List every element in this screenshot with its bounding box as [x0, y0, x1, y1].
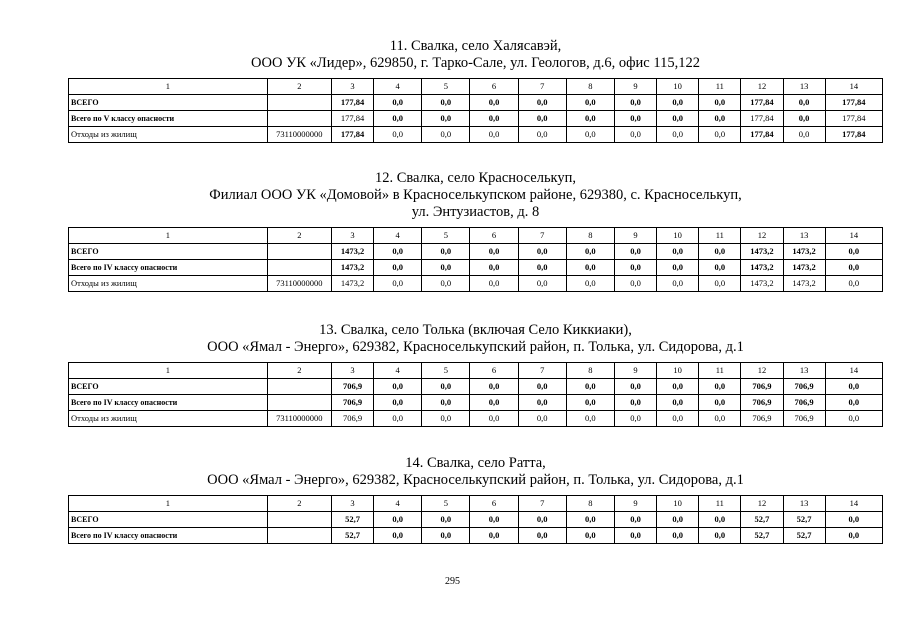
table-cell: 0,0: [657, 395, 699, 411]
table-cell: 0,0: [518, 127, 566, 143]
table-cell: 0,0: [699, 379, 741, 395]
table-cell: 0,0: [699, 528, 741, 544]
row-label: Всего по IV классу опасности: [69, 395, 268, 411]
title-line: Филиал ООО УК «Домовой» в Красноселькупском районе, 629380, с. Красноселькуп,: [209, 187, 742, 203]
header-cell: 5: [422, 79, 470, 95]
table-cell: 0,0: [699, 111, 741, 127]
table-cell: 0,0: [783, 111, 825, 127]
header-cell: 2: [267, 496, 331, 512]
title-line: ООО УК «Лидер», 629850, г. Тарко-Сале, ул. Геологов, д.6, офис 115,122: [251, 55, 700, 71]
table-cell: 706,9: [741, 379, 783, 395]
section-title: [68, 322, 883, 356]
table-cell: 706,9: [331, 411, 373, 427]
header-cell: 12: [741, 496, 783, 512]
table-cell: 73110000000: [267, 276, 331, 292]
table-cell: 0,0: [699, 244, 741, 260]
table-cell: 0,0: [825, 411, 882, 427]
header-cell: 14: [825, 496, 882, 512]
table-cell: 0,0: [825, 379, 882, 395]
header-cell: 8: [566, 79, 614, 95]
table-row: [69, 379, 883, 395]
table-cell: 0,0: [374, 512, 422, 528]
table-cell: 0,0: [657, 111, 699, 127]
table-cell: 177,84: [825, 127, 882, 143]
header-cell: 9: [614, 363, 656, 379]
table-row: [69, 512, 883, 528]
table-cell: 0,0: [825, 395, 882, 411]
header-cell: 7: [518, 363, 566, 379]
table-cell: 0,0: [657, 127, 699, 143]
table-cell: 0,0: [374, 395, 422, 411]
table-cell: 177,84: [741, 127, 783, 143]
table-cell: 0,0: [699, 411, 741, 427]
header-cell: 4: [374, 363, 422, 379]
table-cell: 0,0: [566, 411, 614, 427]
header-cell: 3: [331, 363, 373, 379]
table-cell: 0,0: [699, 260, 741, 276]
header-cell: 11: [699, 79, 741, 95]
table-cell: 177,84: [331, 95, 373, 111]
table-cell: 0,0: [470, 127, 518, 143]
row-label: Всего по IV классу опасности: [69, 260, 268, 276]
header-cell: 1: [69, 496, 268, 512]
waste-table: [68, 227, 883, 292]
header-cell: 13: [783, 228, 825, 244]
table-cell: 0,0: [657, 512, 699, 528]
table-cell: [267, 260, 331, 276]
page-number: 295: [445, 576, 460, 587]
table-cell: 0,0: [825, 528, 882, 544]
header-cell: 12: [741, 363, 783, 379]
table-cell: 0,0: [374, 411, 422, 427]
section-11: [68, 38, 883, 143]
section-12: [68, 170, 883, 292]
table-cell: 0,0: [657, 260, 699, 276]
table-row: [69, 528, 883, 544]
table-row: [69, 127, 883, 143]
section-title: [68, 455, 883, 489]
header-cell: 10: [657, 496, 699, 512]
table-cell: 0,0: [657, 528, 699, 544]
table-cell: 0,0: [422, 276, 470, 292]
table-cell: 52,7: [331, 528, 373, 544]
header-cell: 1: [69, 363, 268, 379]
header-cell: 14: [825, 363, 882, 379]
table-cell: 0,0: [470, 411, 518, 427]
table-cell: 706,9: [331, 379, 373, 395]
table-cell: 706,9: [741, 411, 783, 427]
table-cell: 0,0: [470, 379, 518, 395]
table-cell: 0,0: [518, 411, 566, 427]
table-cell: 0,0: [422, 379, 470, 395]
header-row: [69, 79, 883, 95]
row-label: ВСЕГО: [69, 379, 268, 395]
header-cell: 14: [825, 79, 882, 95]
row-label: ВСЕГО: [69, 512, 268, 528]
table-cell: 0,0: [614, 111, 656, 127]
table-cell: 0,0: [614, 95, 656, 111]
table-cell: 0,0: [825, 512, 882, 528]
table-cell: 0,0: [470, 95, 518, 111]
header-cell: 13: [783, 79, 825, 95]
header-cell: 6: [470, 496, 518, 512]
table-cell: 706,9: [783, 395, 825, 411]
header-cell: 7: [518, 496, 566, 512]
table-cell: 0,0: [422, 528, 470, 544]
section-title: [68, 170, 883, 221]
table-cell: 0,0: [614, 512, 656, 528]
header-cell: 11: [699, 363, 741, 379]
header-cell: 2: [267, 228, 331, 244]
table-cell: 177,84: [331, 127, 373, 143]
table-row: [69, 260, 883, 276]
header-cell: 8: [566, 496, 614, 512]
table-row: [69, 411, 883, 427]
header-row: [69, 496, 883, 512]
header-cell: 4: [374, 228, 422, 244]
header-cell: 11: [699, 228, 741, 244]
table-cell: 0,0: [470, 276, 518, 292]
table-cell: 0,0: [566, 528, 614, 544]
header-cell: 4: [374, 496, 422, 512]
table-cell: 1473,2: [741, 244, 783, 260]
table-cell: 0,0: [470, 395, 518, 411]
row-label: ВСЕГО: [69, 244, 268, 260]
table-cell: [267, 95, 331, 111]
table-cell: 0,0: [518, 528, 566, 544]
row-label: Отходы из жилищ: [69, 411, 268, 427]
header-row: [69, 228, 883, 244]
table-cell: 1473,2: [741, 260, 783, 276]
table-cell: 0,0: [422, 260, 470, 276]
table-cell: 0,0: [657, 379, 699, 395]
table-cell: 0,0: [470, 244, 518, 260]
table-cell: 0,0: [374, 528, 422, 544]
section-14: [68, 455, 883, 544]
table-cell: 1473,2: [331, 244, 373, 260]
header-cell: 5: [422, 228, 470, 244]
header-cell: 10: [657, 79, 699, 95]
header-cell: 6: [470, 363, 518, 379]
header-cell: 8: [566, 228, 614, 244]
section-13: [68, 322, 883, 427]
table-cell: 0,0: [518, 95, 566, 111]
table-cell: 0,0: [566, 395, 614, 411]
table-cell: 177,84: [825, 95, 882, 111]
waste-table: [68, 362, 883, 427]
header-cell: 5: [422, 363, 470, 379]
table-cell: 0,0: [374, 276, 422, 292]
table-cell: 0,0: [614, 528, 656, 544]
table-cell: 1473,2: [331, 276, 373, 292]
table-cell: 706,9: [783, 379, 825, 395]
table-cell: 0,0: [657, 411, 699, 427]
header-cell: 9: [614, 79, 656, 95]
header-cell: 14: [825, 228, 882, 244]
table-cell: 0,0: [657, 276, 699, 292]
table-cell: 0,0: [614, 260, 656, 276]
header-cell: 12: [741, 79, 783, 95]
row-label: ВСЕГО: [69, 95, 268, 111]
table-cell: 0,0: [470, 512, 518, 528]
table-cell: 0,0: [422, 395, 470, 411]
title-line: ООО «Ямал - Энерго», 629382, Красноселькупский район, п. Толька, ул. Сидорова, д.1: [207, 472, 744, 488]
row-label: Отходы из жилищ: [69, 127, 268, 143]
table-cell: 0,0: [699, 276, 741, 292]
header-row: [69, 363, 883, 379]
table-cell: 0,0: [699, 395, 741, 411]
row-label: Отходы из жилищ: [69, 276, 268, 292]
header-cell: 13: [783, 496, 825, 512]
title-line: ООО «Ямал - Энерго», 629382, Красноселькупский район, п. Толька, ул. Сидорова, д.1: [207, 339, 744, 355]
table-cell: [267, 395, 331, 411]
table-cell: 0,0: [518, 395, 566, 411]
table-cell: 0,0: [518, 111, 566, 127]
table-cell: 706,9: [783, 411, 825, 427]
table-cell: 0,0: [518, 379, 566, 395]
table-cell: 177,84: [825, 111, 882, 127]
table-cell: 706,9: [741, 395, 783, 411]
table-cell: 0,0: [374, 260, 422, 276]
table-cell: [267, 244, 331, 260]
header-cell: 9: [614, 228, 656, 244]
title-line: 14. Свалка, село Ратта,: [405, 455, 546, 471]
table-cell: 0,0: [566, 127, 614, 143]
table-row: [69, 95, 883, 111]
header-cell: 5: [422, 496, 470, 512]
header-cell: 2: [267, 363, 331, 379]
header-cell: 13: [783, 363, 825, 379]
table-cell: 0,0: [699, 95, 741, 111]
table-cell: 0,0: [614, 395, 656, 411]
table-cell: 52,7: [783, 512, 825, 528]
table-cell: 0,0: [783, 127, 825, 143]
table-cell: 0,0: [614, 379, 656, 395]
waste-table: [68, 495, 883, 544]
header-cell: 11: [699, 496, 741, 512]
table-cell: 0,0: [566, 276, 614, 292]
header-cell: 2: [267, 79, 331, 95]
table-row: [69, 111, 883, 127]
title-line: 13. Свалка, село Толька (включая Село Киккиаки),: [319, 322, 632, 338]
table-cell: [267, 512, 331, 528]
row-label: Всего по IV классу опасности: [69, 528, 268, 544]
table-cell: 706,9: [331, 395, 373, 411]
table-cell: 0,0: [422, 111, 470, 127]
table-cell: 52,7: [331, 512, 373, 528]
table-cell: 0,0: [518, 512, 566, 528]
table-cell: 0,0: [614, 276, 656, 292]
title-line: 12. Свалка, село Красноселькуп,: [374, 170, 577, 186]
header-cell: 8: [566, 363, 614, 379]
table-cell: 0,0: [374, 95, 422, 111]
table-cell: 0,0: [422, 411, 470, 427]
header-cell: 6: [470, 79, 518, 95]
table-cell: 0,0: [699, 512, 741, 528]
table-cell: 0,0: [614, 127, 656, 143]
table-cell: 0,0: [825, 260, 882, 276]
table-cell: 73110000000: [267, 411, 331, 427]
table-cell: 0,0: [825, 276, 882, 292]
table-cell: 0,0: [470, 528, 518, 544]
table-cell: 1473,2: [783, 244, 825, 260]
header-cell: 3: [331, 496, 373, 512]
table-cell: 0,0: [657, 244, 699, 260]
header-cell: 3: [331, 79, 373, 95]
header-cell: 7: [518, 228, 566, 244]
table-cell: 0,0: [374, 127, 422, 143]
table-cell: 0,0: [470, 111, 518, 127]
table-cell: 177,84: [741, 95, 783, 111]
table-cell: [267, 111, 331, 127]
table-cell: 52,7: [783, 528, 825, 544]
table-cell: 0,0: [566, 260, 614, 276]
header-cell: 1: [69, 228, 268, 244]
table-cell: 177,84: [741, 111, 783, 127]
table-cell: 0,0: [518, 260, 566, 276]
table-cell: 0,0: [566, 95, 614, 111]
table-cell: 73110000000: [267, 127, 331, 143]
table-row: [69, 395, 883, 411]
header-cell: 10: [657, 228, 699, 244]
header-cell: 12: [741, 228, 783, 244]
title-line: 11. Свалка, село Халясавэй,: [389, 38, 562, 54]
table-cell: [267, 379, 331, 395]
table-cell: 1473,2: [331, 260, 373, 276]
title-line: ул. Энтузиастов, д. 8: [411, 204, 540, 220]
waste-table: [68, 78, 883, 143]
table-cell: 0,0: [374, 379, 422, 395]
table-cell: [267, 528, 331, 544]
table-cell: 0,0: [566, 244, 614, 260]
table-cell: 0,0: [825, 244, 882, 260]
table-cell: 0,0: [566, 111, 614, 127]
table-cell: 1473,2: [783, 276, 825, 292]
header-cell: 7: [518, 79, 566, 95]
table-cell: 0,0: [783, 95, 825, 111]
header-cell: 1: [69, 79, 268, 95]
header-cell: 10: [657, 363, 699, 379]
table-cell: 0,0: [566, 512, 614, 528]
header-cell: 9: [614, 496, 656, 512]
header-cell: 4: [374, 79, 422, 95]
table-cell: 177,84: [331, 111, 373, 127]
table-cell: 1473,2: [783, 260, 825, 276]
table-cell: 0,0: [518, 244, 566, 260]
table-cell: 0,0: [614, 411, 656, 427]
table-cell: 0,0: [657, 95, 699, 111]
table-cell: 0,0: [422, 95, 470, 111]
row-label: Всего по V классу опасности: [69, 111, 268, 127]
table-cell: 0,0: [518, 276, 566, 292]
table-cell: 0,0: [374, 111, 422, 127]
table-cell: 0,0: [422, 512, 470, 528]
table-cell: 0,0: [614, 244, 656, 260]
header-cell: 6: [470, 228, 518, 244]
table-cell: 0,0: [422, 127, 470, 143]
table-cell: 0,0: [422, 244, 470, 260]
table-cell: 0,0: [566, 379, 614, 395]
table-row: [69, 276, 883, 292]
table-cell: 1473,2: [741, 276, 783, 292]
table-cell: 52,7: [741, 512, 783, 528]
section-title: [68, 38, 883, 72]
table-cell: 52,7: [741, 528, 783, 544]
header-cell: 3: [331, 228, 373, 244]
table-cell: 0,0: [470, 260, 518, 276]
table-row: [69, 244, 883, 260]
table-cell: 0,0: [699, 127, 741, 143]
table-cell: 0,0: [374, 244, 422, 260]
